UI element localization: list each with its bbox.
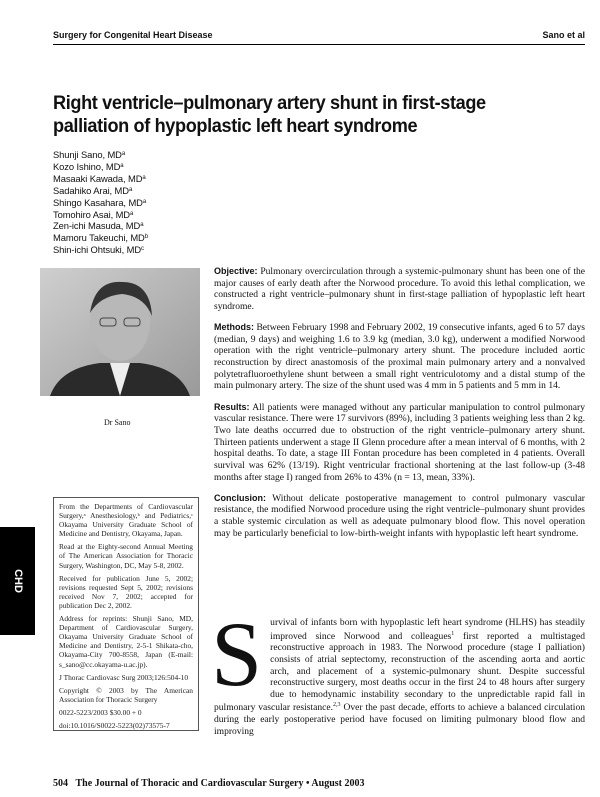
abstract-text: Without delicate postoperative management to control pulmonary vascular resistance, the modified Norwood procedure using the right ventricle–pulmonary shunt provides a stable systemic circulation as well as adequate pulmonary blood flow. This novel operation may be particularly beneficial to low-birth-weight infants with hypoplastic left heart syndrome. (214, 492, 585, 539)
drop-cap: S (211, 603, 263, 705)
author (53, 161, 148, 173)
abstract-label: Conclusion: (214, 492, 266, 503)
article-info-box (53, 497, 199, 731)
body-text (211, 603, 586, 737)
author-name: Kozo Ishino, MD (53, 160, 121, 172)
abstract-section (214, 493, 585, 540)
author-affiliation: a (120, 162, 124, 169)
author-affiliation: a (121, 151, 126, 157)
author (53, 149, 148, 161)
abstract-label: Objective: (214, 266, 258, 276)
info-line: 0022-5223/2003 $30.00 + 0 (59, 707, 142, 717)
author-list (53, 149, 148, 256)
section-tab-label: CHD (11, 569, 24, 593)
page-footer (53, 778, 365, 789)
author-affiliation: b (144, 234, 148, 241)
author-name: Masaaki Kawada, MD (53, 172, 143, 184)
body-text-a: urvival of infants born with hypoplastic left heart syndrome (HLHS) has steadily improved since Norwood and colleagues (270, 617, 585, 642)
author-affiliation: a (129, 210, 134, 217)
author-photo (40, 268, 200, 396)
info-line: J Thorac Cardiovasc Surg 2003;126:504-10 (59, 672, 189, 682)
author-affiliation: a (142, 198, 147, 205)
reference: 2,3 (333, 702, 341, 709)
section-tab (0, 527, 35, 635)
author-name: Mamoru Takeuchi, MD (53, 232, 145, 244)
journal-name: The Journal of Thoracic and Cardiovascular Surgery • August 2003 (75, 778, 365, 789)
author-name: Shingo Kasahara, MD (53, 196, 143, 208)
author (53, 244, 148, 256)
author-name: Shunji Sano, MD (53, 149, 122, 160)
reference: 1 (451, 630, 455, 637)
body-text-b: first reported a multistaged reconstructive approach in 1983. The Norwood procedure (stage I palliation) consists of atrial septectomy, reconstruction of the ascending aorta and aortic arch, and placement of a systemic-pulmonary shunt. Despite successful reconstructive surgery, most deaths occur in the first 24 to 48 hours after surgery due to hemodynamic instability secondary to the unpredictable rapid fall in pulmonary vascular resistance. (214, 630, 586, 714)
info-line: From the Departments of Cardiovascular Surgery,ᵃ Anesthesiology,ᵇ and Pediatrics,ᶜ Okayama University Graduate School of Medicine and Dentistry, Okayama, Japan. (59, 502, 193, 539)
author (53, 209, 148, 221)
abstract-label: Results: (214, 401, 250, 412)
info-line: Copyright © 2003 by The American Association for Thoracic Surgery (59, 685, 193, 704)
abstract (214, 266, 585, 549)
running-author: Sano et al (542, 30, 585, 40)
article-title: Right ventricle–pulmonary artery shunt in first-stage palliation of hypoplastic left heart syndrome (53, 92, 486, 137)
author-name: Tomohiro Asai, MD (53, 208, 130, 220)
author (53, 185, 148, 197)
section-header: Surgery for Congenital Heart Disease (53, 30, 213, 40)
author-affiliation: a (128, 186, 133, 193)
header-rule (53, 44, 585, 45)
author-affiliation: c (141, 246, 144, 253)
author (53, 220, 148, 232)
abstract-section (214, 322, 585, 392)
info-line: Received for publication June 5, 2002; revisions requested Sept 5, 2002; revisions received Nov 7, 2002; accepted for publication Dec 2, 2002. (59, 573, 193, 610)
info-line: Read at the Eighty-second Annual Meeting of The American Association for Thoracic Surgery, Washington, DC, May 5-8, 2002. (59, 542, 193, 570)
abstract-section (214, 266, 585, 313)
body-text-c: Over the past decade, efforts to achieve a balanced circulation during the early postoperative period have focused on limiting pulmonary blood flow and improving (214, 702, 585, 737)
info-line: Address for reprints: Shunji Sano, MD, Department of Cardiovascular Surgery, Okayama University Graduate School of Medicine and Dentistry, 2-5-1 Shikata-cho, Okayama-City 700-8558, Japan (E-mail: s_sano@cc.okayama-u.ac.jp). (59, 614, 193, 669)
author (53, 232, 148, 244)
abstract-text: Between February 1998 and February 2002, 19 consecutive infants, aged 6 to 57 days (median, 9 days) and weighing 1.6 to 3.9 kg (median, 3.0 kg), underwent a modified Norwood operation with the right ventricle–pulmonary artery shunt. The procedure included aortic reconstruction by direct anastomosis of the proximal main pulmonary artery and a nonvalved polytetrafluoroethylene shunt between a small right ventriculotomy and a distal stump of the main pulmonary artery. The size of the shunt used was 4 mm in 5 patients and 5 mm in 14. (214, 322, 585, 392)
author-name: Shin-ichi Ohtsuki, MD (53, 244, 142, 256)
author (53, 173, 148, 185)
abstract-text: All patients were managed without any particular manipulation to control pulmonary vascular resistance. There were 17 survivors (89%), including 3 patients weighing less than 2 kg. Two late deaths occurred due to obstruction of the right ventricle–pulmonary artery shunt. Thirteen patients underwent a stage II Glenn procedure after a mean interval of 6 months, with 2 hospital deaths. To date, a stage III Fontan procedure has been completed in 4 patients. Overall survival was 62% (13/19). Right ventricular fractional shortening at the last follow-up (3-48 months after stage I) ranged from 26% to 43% (n = 13, mean, 33%). (214, 401, 585, 483)
author-affiliation: a (142, 174, 146, 181)
photo-caption: Dr Sano (104, 418, 131, 427)
info-line: doi:10.1016/S0022-5223(02)73575-7 (59, 720, 170, 730)
author (53, 197, 148, 209)
abstract-label: Methods: (214, 322, 254, 333)
author-name: Sadahiko Arai, MD (53, 184, 129, 196)
abstract-section (214, 402, 585, 484)
author-name: Zen-ichi Masuda, MD (53, 220, 141, 232)
abstract-text: Pulmonary overcirculation through a systemic-pulmonary shunt has been one of the major causes of early death after the Norwood procedure. To avoid this lethal complication, we constructed a right ventricle–pulmonary shunt in first-stage palliation of hypoplastic left heart syndrome. (214, 266, 585, 312)
author-affiliation: a (140, 222, 144, 229)
page-number: 504 (53, 778, 68, 789)
